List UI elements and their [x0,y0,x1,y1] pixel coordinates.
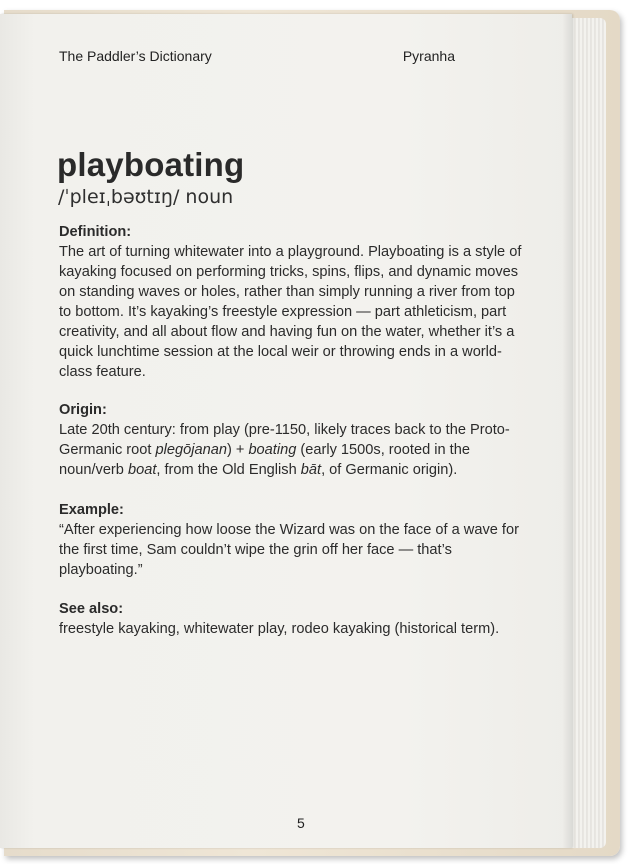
page-number: 5 [297,815,305,831]
running-header-brand: Pyranha [402,48,455,64]
origin-text [59,420,523,480]
entry-pronunciation: /ˈpleɪˌbəʊtɪŋ/ noun [58,186,234,208]
example-title: Example: [59,502,124,518]
see-also-section [59,599,523,639]
definition-section [59,222,523,382]
origin-text-part: Late 20th century: from play (pre-1150, likely traces back to the Proto-Germanic root [59,422,510,458]
origin-italic-term: boat [127,462,157,478]
definition-title: Definition: [59,224,132,240]
page-edge-shadow [562,14,572,848]
origin-italic-term: bāt [300,462,322,478]
origin-text-part: (early 1500s, rooted in the noun/verb [59,442,470,478]
see-also-title: See also: [59,601,124,617]
origin-section [59,400,523,480]
origin-text-part: ) + [226,442,249,458]
book-page [0,14,572,848]
origin-italic-term: plegōjanan [155,442,227,458]
origin-title: Origin: [59,402,107,418]
origin-text-part: , of Germanic origin). [321,462,458,478]
see-also-text: freestyle kayaking, whitewater play, rodeo kayaking (historical term). [59,621,500,637]
origin-text-part: , from the Old English [156,462,301,478]
entry-headword: playboating [57,146,245,183]
running-header-title: The Paddler’s Dictionary [59,48,212,64]
example-section [59,500,523,580]
example-text: “After experiencing how loose the Wizard was on the face of a wave for the first time, Sam couldn’t wipe the grin off her face — that’s playboating.” [59,522,519,578]
definition-text: The art of turning whitewater into a playground. Playboating is a style of kayaking focused on performing tricks, spins, flips, and dynamic moves on standing waves or holes, rather than simply running a river from top to bottom. It’s kayaking’s freestyle expression — part athleticism, part creativity, and all about flow and having fun on the water, whether it’s a quick lunchtime session at the local weir or throwing ends in a world-class feature. [59,244,522,380]
origin-italic-term: boating [248,442,297,458]
